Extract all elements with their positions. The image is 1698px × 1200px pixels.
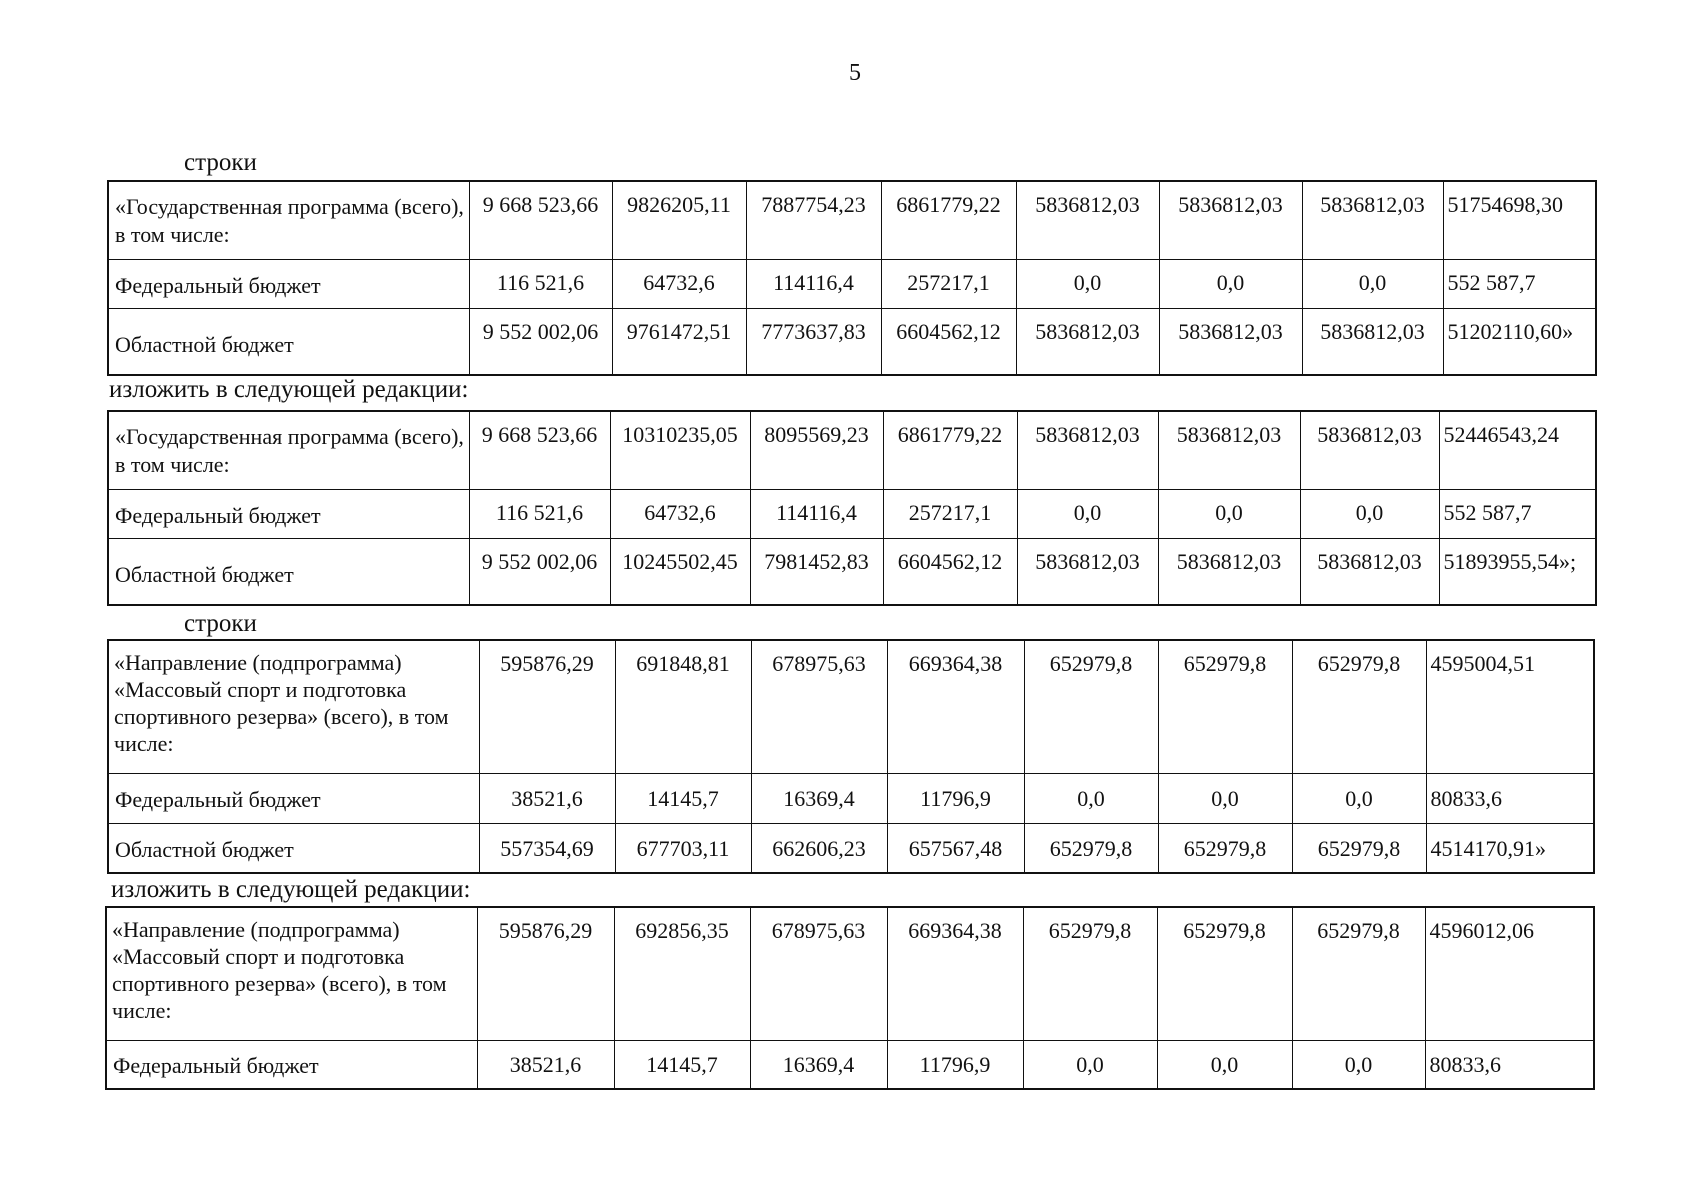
value-cell: 557354,69	[479, 823, 615, 873]
table-row	[108, 489, 1596, 538]
value-cell: 9761472,51	[612, 308, 746, 375]
value-cell: 669364,38	[887, 640, 1024, 773]
value-cell: 652979,8	[1158, 640, 1292, 773]
amendment-table-old-program	[107, 180, 1597, 376]
value-cell: 16369,4	[750, 1040, 887, 1089]
value-cell: 595876,29	[477, 907, 614, 1040]
total-cell: 80833,6	[1426, 773, 1594, 823]
table-row	[108, 538, 1596, 605]
value-cell: 691848,81	[615, 640, 751, 773]
table-row	[108, 773, 1594, 823]
value-cell: 0,0	[1158, 773, 1292, 823]
value-cell: 5836812,03	[1017, 411, 1158, 489]
total-cell: 51754698,30	[1443, 181, 1596, 259]
value-cell: 9826205,11	[612, 181, 746, 259]
value-cell: 10245502,45	[610, 538, 750, 605]
amendment-table-new-program	[107, 410, 1597, 606]
value-cell: 678975,63	[750, 907, 887, 1040]
amendment-table-new-subprogram	[105, 906, 1595, 1090]
value-cell: 652979,8	[1158, 823, 1292, 873]
value-cell: 114116,4	[750, 489, 883, 538]
value-cell: 8095569,23	[750, 411, 883, 489]
value-cell: 0,0	[1023, 1040, 1157, 1089]
value-cell: 0,0	[1302, 259, 1443, 308]
row-label: Федеральный бюджет	[108, 259, 469, 308]
value-cell: 10310235,05	[610, 411, 750, 489]
value-cell: 64732,6	[610, 489, 750, 538]
value-cell: 5836812,03	[1158, 538, 1300, 605]
amendment-table-old-subprogram	[107, 639, 1595, 874]
total-cell: 51893955,54»;	[1439, 538, 1596, 605]
row-label: Областной бюджет	[108, 538, 469, 605]
value-cell: 5836812,03	[1302, 181, 1443, 259]
table-row	[108, 181, 1596, 259]
value-cell: 652979,8	[1024, 823, 1158, 873]
value-cell: 9 668 523,66	[469, 181, 612, 259]
value-cell: 677703,11	[615, 823, 751, 873]
value-cell: 9 552 002,06	[469, 538, 610, 605]
value-cell: 11796,9	[887, 1040, 1023, 1089]
value-cell: 652979,8	[1157, 907, 1292, 1040]
value-cell: 0,0	[1017, 489, 1158, 538]
value-cell: 6861779,22	[881, 181, 1016, 259]
value-cell: 38521,6	[479, 773, 615, 823]
total-cell: 80833,6	[1425, 1040, 1594, 1089]
value-cell: 595876,29	[479, 640, 615, 773]
value-cell: 5836812,03	[1300, 538, 1439, 605]
value-cell: 14145,7	[614, 1040, 750, 1089]
total-cell: 4595004,51	[1426, 640, 1594, 773]
value-cell: 652979,8	[1292, 823, 1426, 873]
value-cell: 678975,63	[751, 640, 887, 773]
value-cell: 652979,8	[1292, 640, 1426, 773]
total-cell: 552 587,7	[1443, 259, 1596, 308]
value-cell: 64732,6	[612, 259, 746, 308]
value-cell: 6604562,12	[883, 538, 1017, 605]
section-caption: изложить в следующей редакции:	[109, 376, 469, 403]
table-row	[108, 308, 1596, 375]
total-cell: 552 587,7	[1439, 489, 1596, 538]
value-cell: 7887754,23	[746, 181, 881, 259]
value-cell: 5836812,03	[1016, 308, 1159, 375]
total-cell: 52446543,24	[1439, 411, 1596, 489]
section-caption: изложить в следующей редакции:	[111, 876, 471, 903]
total-cell: 4514170,91»	[1426, 823, 1594, 873]
value-cell: 692856,35	[614, 907, 750, 1040]
value-cell: 5836812,03	[1159, 181, 1302, 259]
value-cell: 657567,48	[887, 823, 1024, 873]
total-cell: 51202110,60»	[1443, 308, 1596, 375]
value-cell: 116 521,6	[469, 489, 610, 538]
value-cell: 5836812,03	[1016, 181, 1159, 259]
value-cell: 0,0	[1158, 489, 1300, 538]
value-cell: 5836812,03	[1017, 538, 1158, 605]
page-number: 5	[849, 60, 861, 86]
row-label: Федеральный бюджет	[108, 489, 469, 538]
value-cell: 0,0	[1159, 259, 1302, 308]
value-cell: 5836812,03	[1158, 411, 1300, 489]
value-cell: 14145,7	[615, 773, 751, 823]
value-cell: 114116,4	[746, 259, 881, 308]
value-cell: 6861779,22	[883, 411, 1017, 489]
value-cell: 652979,8	[1023, 907, 1157, 1040]
value-cell: 6604562,12	[881, 308, 1016, 375]
row-label: Федеральный бюджет	[108, 773, 479, 823]
value-cell: 38521,6	[477, 1040, 614, 1089]
value-cell: 7773637,83	[746, 308, 881, 375]
row-label: «Направление (подпрограмма) «Массовый спорт и подготовка спортивного резерва» (всего), в том числе:	[106, 907, 477, 1040]
value-cell: 652979,8	[1024, 640, 1158, 773]
value-cell: 0,0	[1300, 489, 1439, 538]
value-cell: 257217,1	[883, 489, 1017, 538]
section-caption: строки	[184, 610, 257, 637]
value-cell: 257217,1	[881, 259, 1016, 308]
row-label: Областной бюджет	[108, 823, 479, 873]
value-cell: 7981452,83	[750, 538, 883, 605]
value-cell: 669364,38	[887, 907, 1023, 1040]
row-label: «Государственная программа (всего), в том числе:	[108, 181, 469, 259]
value-cell: 5836812,03	[1300, 411, 1439, 489]
value-cell: 0,0	[1157, 1040, 1292, 1089]
value-cell: 5836812,03	[1159, 308, 1302, 375]
value-cell: 11796,9	[887, 773, 1024, 823]
table-row	[108, 259, 1596, 308]
total-cell: 4596012,06	[1425, 907, 1594, 1040]
value-cell: 662606,23	[751, 823, 887, 873]
section-caption: строки	[184, 149, 257, 176]
value-cell: 9 552 002,06	[469, 308, 612, 375]
row-label: «Направление (подпрограмма) «Массовый спорт и подготовка спортивного резерва» (всего), в том числе:	[108, 640, 479, 773]
row-label: Федеральный бюджет	[106, 1040, 477, 1089]
value-cell: 9 668 523,66	[469, 411, 610, 489]
value-cell: 5836812,03	[1302, 308, 1443, 375]
row-label: Областной бюджет	[108, 308, 469, 375]
value-cell: 0,0	[1024, 773, 1158, 823]
table-row	[106, 1040, 1594, 1089]
value-cell: 0,0	[1016, 259, 1159, 308]
value-cell: 116 521,6	[469, 259, 612, 308]
table-row	[108, 411, 1596, 489]
value-cell: 652979,8	[1292, 907, 1425, 1040]
table-row	[108, 640, 1594, 773]
value-cell: 16369,4	[751, 773, 887, 823]
value-cell: 0,0	[1292, 1040, 1425, 1089]
table-row	[108, 823, 1594, 873]
value-cell: 0,0	[1292, 773, 1426, 823]
table-row	[106, 907, 1594, 1040]
row-label: «Государственная программа (всего), в том числе:	[108, 411, 469, 489]
